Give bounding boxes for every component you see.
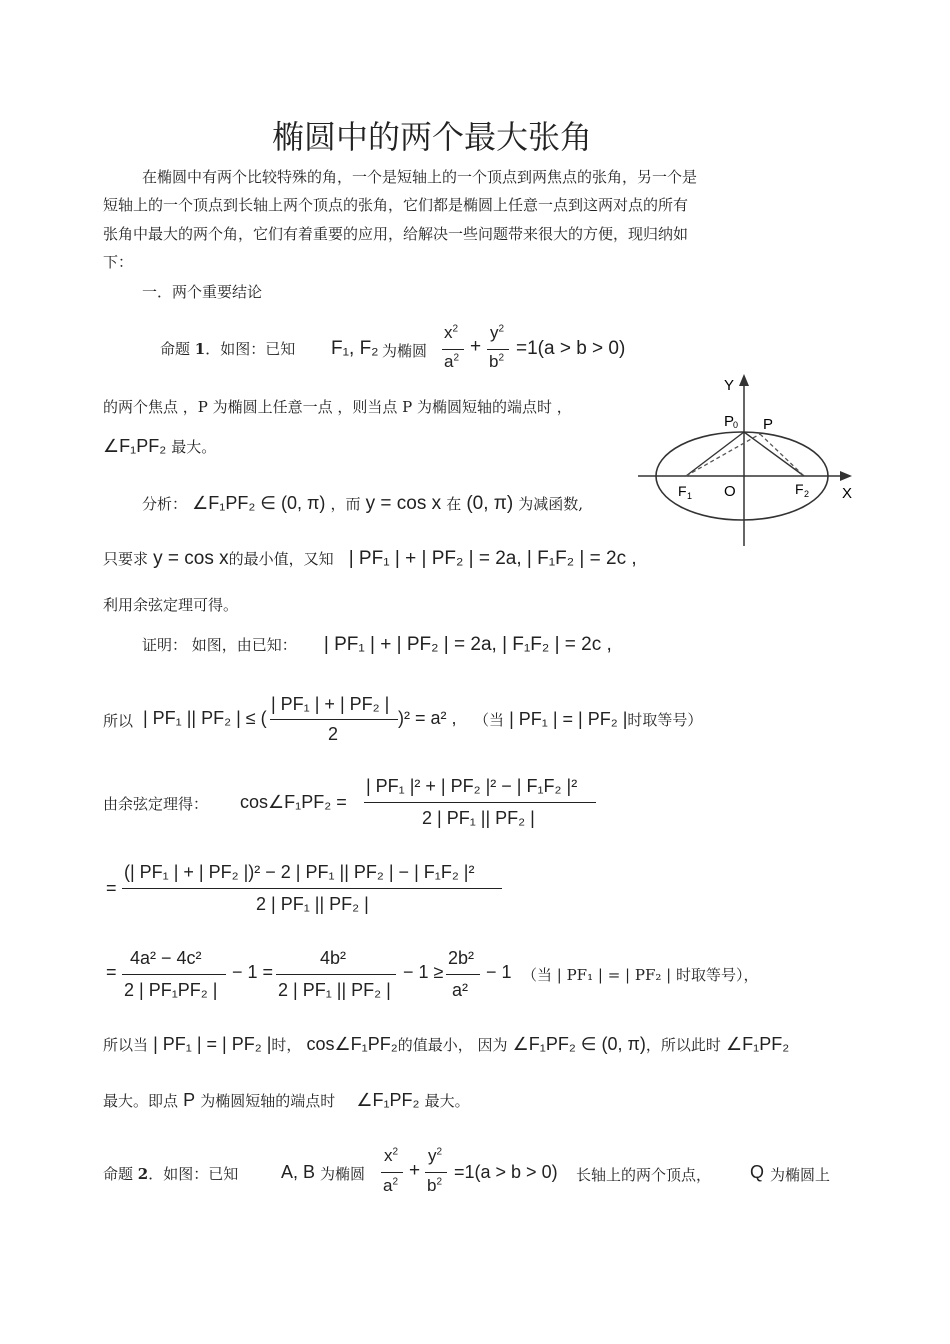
prop2-lead-word: 命题	[103, 1165, 134, 1183]
ellipse-figure	[620, 370, 860, 552]
prop2-tail2: 为椭圆上	[770, 1166, 831, 1184]
s3-mid: − 1 =	[232, 962, 274, 982]
concl-2: | PF₁ | = | PF₂ |	[153, 1034, 272, 1054]
final-1: 最大。即点	[103, 1092, 179, 1110]
eq2-plus: +	[409, 1160, 421, 1181]
analysis-t2: 在	[446, 495, 462, 513]
step2-num: (| PF₁ | + | PF₂ |)² − 2 | PF₁ || PF₂ | − | F₁F₂ |²	[124, 862, 475, 882]
prop1-max: 最大。	[171, 438, 217, 456]
proof-label: 证明： 如图，由已知：	[142, 636, 297, 654]
cosrule-label: 由余弦定理得：	[103, 795, 209, 813]
concl-3: 时，	[271, 1036, 302, 1054]
s3-end: − 1	[486, 962, 512, 982]
analysis-l2a: 只要求	[103, 550, 149, 568]
prop1-number: 1	[194, 340, 206, 358]
concl-6: ∠F₁PF₂ ∈ (0, π)	[512, 1034, 646, 1054]
p0-f2-line	[744, 432, 804, 476]
section-heading: 一．两个重要结论	[142, 283, 263, 301]
prop2-lead	[103, 1163, 238, 1184]
s3-den3: a²	[452, 980, 469, 1000]
analysis-line-3: 利用余弦定理可得。	[103, 596, 239, 614]
p0-label: P	[724, 413, 735, 430]
analysis-label: 分析：	[142, 495, 188, 513]
concl-1: 所以当	[103, 1036, 149, 1054]
analysis-l2c: 的最小值，又知	[228, 550, 334, 568]
s3-den1: 2 | PF₁PF₂ |	[124, 980, 218, 1000]
concl-4: cos∠F₁PF₂	[306, 1034, 398, 1054]
eq2-b2: $b^2$	[427, 1176, 443, 1195]
concl-8: ∠F₁PF₂	[726, 1034, 790, 1054]
prop1-lead	[160, 338, 295, 359]
analysis-t3: 为减函数,	[518, 495, 584, 513]
ineq-note-post: 时取等号）	[627, 711, 703, 729]
analysis-line-1	[142, 493, 583, 515]
prop1-line2: 的两个焦点 ，P 为椭圆上任意一点 ，则当点 P 为椭圆短轴的端点时 ，	[103, 398, 572, 416]
f1-label: F	[678, 483, 687, 499]
analysis-l2d: | PF₁ | + | PF₂ | = 2a, | F₁F₂ | = 2c ,	[348, 548, 637, 569]
eq2-y2: $y^2$	[428, 1146, 443, 1165]
analysis-t1: ，而	[330, 495, 361, 513]
y-axis-arrow	[739, 374, 749, 386]
eq2-a2: $a^2$	[383, 1176, 399, 1195]
s3-num2: 4b²	[320, 948, 347, 968]
eq1-b2: $b^2$	[489, 352, 505, 371]
analysis-cos: y = cos x	[365, 493, 442, 514]
cos-den: 2 | PF₁ || PF₂ |	[422, 808, 535, 828]
prop2-q: Q	[750, 1162, 765, 1182]
ineq-left: | PF₁ || PF₂ | ≤ (	[143, 708, 267, 728]
final-line	[103, 1090, 470, 1111]
prop1-lead-word: 命题	[160, 340, 191, 358]
x-label: X	[842, 485, 853, 502]
analysis-l2b: y = cos x	[153, 548, 229, 569]
ineq-num: | PF₁ | + | PF₂ |	[271, 694, 390, 714]
concl-7: ，所以此时	[645, 1036, 721, 1054]
s3-num1: 4a² − 4c²	[130, 948, 202, 968]
o-label: O	[724, 483, 736, 500]
intro-line-3: 张角中最大的两个角，它们有着重要的应用，给解决一些问题带来很大的方便，现归纳如	[103, 225, 689, 243]
cos-num: | PF₁ |² + | PF₂ |² − | F₁F₂ |²	[366, 776, 578, 796]
intro-line-4: 下：	[103, 253, 134, 271]
final-5: 最大。	[424, 1092, 470, 1110]
step3-eq: =	[106, 962, 117, 982]
intro-line-2: 短轴上的一个顶点到长轴上两个顶点的张角，它们都是椭圆上任意一点到这两对点的所有	[103, 196, 689, 214]
conclusion-line	[103, 1034, 789, 1055]
proof-line-1	[142, 634, 612, 656]
eq1-plus: +	[470, 336, 482, 357]
ineq-note-mid: | PF₁ | = | PF₂ |	[509, 709, 628, 729]
f1-p-dashed	[686, 434, 760, 476]
ineq-den: 2	[328, 724, 339, 744]
proof-given: | PF₁ | + | PF₂ | = 2a, | F₁F₂ | = 2c ,	[323, 634, 612, 655]
prop1-after: ．如图：已知	[205, 340, 296, 358]
eq2-cond: =1(a > b > 0)	[454, 1162, 558, 1182]
final-3: 为椭圆短轴的端点时	[200, 1092, 336, 1110]
prop1-is-ellipse: 为椭圆	[382, 342, 428, 360]
eq1-y2: $y^2$	[490, 323, 505, 342]
f1-sub: 1	[687, 491, 693, 501]
eq1-cond: =1(a > b > 0)	[516, 338, 626, 359]
eq1-a2: $a^2$	[444, 352, 460, 371]
prop1-foci: F₁, F₂	[331, 338, 379, 359]
final-2: P	[183, 1090, 196, 1110]
ineq-note-pre: （当	[474, 711, 505, 729]
p0-sub: 0	[733, 420, 739, 430]
y-label: Y	[724, 377, 735, 394]
eq1-x2: $x^2$	[444, 323, 459, 342]
s3-note: （当 | PF₁ | = | PF₂ | 时取等号），	[522, 966, 759, 984]
eq2-x2: $x^2$	[384, 1146, 399, 1165]
prop2-number: 2	[137, 1165, 149, 1183]
prop1-line3	[103, 436, 216, 457]
final-4: ∠F₁PF₂	[356, 1090, 420, 1110]
p-label: P	[763, 416, 774, 433]
analysis-angle: ∠F₁PF₂ ∈ (0, π)	[192, 493, 326, 513]
p-f2-dashed	[760, 434, 804, 476]
s3-mid2: − 1 ≥	[403, 962, 444, 982]
f2-sub: 2	[804, 489, 810, 499]
prop2-after: ．如图：已知	[148, 1165, 239, 1183]
x-axis-arrow	[840, 471, 852, 481]
concl-5: 的值最小， 因为	[397, 1036, 508, 1054]
prop2-is-ellipse: 为椭圆	[320, 1165, 366, 1183]
step2-den: 2 | PF₁ || PF₂ |	[256, 894, 369, 914]
intro-line-1: 在椭圆中有两个比较特殊的角，一个是短轴上的一个顶点到两焦点的张角，另一个是	[142, 168, 698, 186]
page-title: 椭圆中的两个最大张角	[272, 118, 593, 156]
analysis-line-2	[103, 548, 637, 570]
prop2-ab: A, B	[281, 1162, 316, 1182]
step2-eq: =	[106, 878, 117, 898]
ineq-note	[474, 709, 702, 730]
cos-lhs: cos∠F₁PF₂ =	[240, 792, 347, 812]
proof-so: 所以	[103, 712, 134, 730]
ineq-right: )² = a² ,	[398, 708, 457, 728]
s3-den2: 2 | PF₁ || PF₂ |	[278, 980, 391, 1000]
prop2-tail: 长轴上的两个顶点，	[576, 1166, 712, 1184]
s3-num3: 2b²	[448, 948, 475, 968]
f2-label: F	[795, 481, 804, 497]
prop1-angle: ∠F₁PF₂	[103, 436, 167, 456]
analysis-interval: (0, π)	[466, 493, 514, 514]
